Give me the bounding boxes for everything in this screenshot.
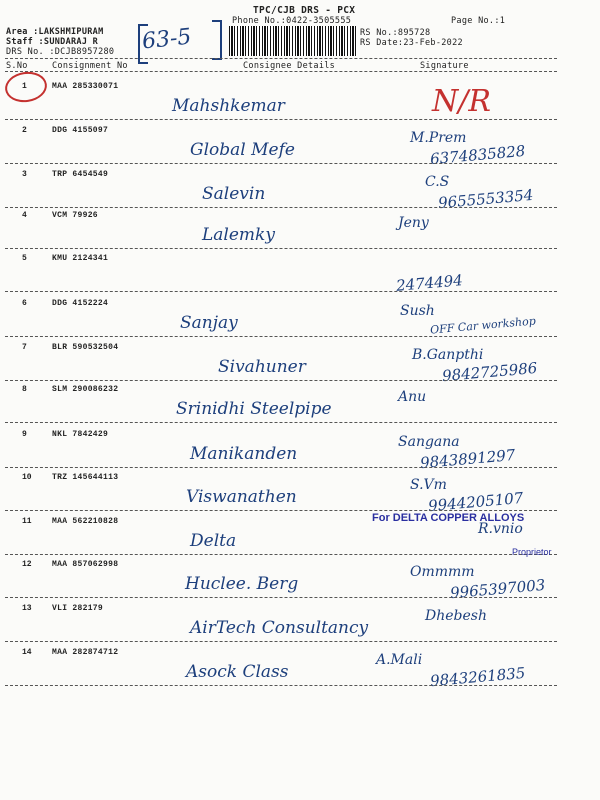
consignee-name: Global Mefe	[190, 140, 295, 160]
consignee-name: Salevin	[202, 184, 266, 204]
consignment-number: MAA 285330071	[52, 82, 119, 91]
company-stamp: For DELTA COPPER ALLOYS	[372, 512, 525, 524]
recipient-signature: Dhebesh	[425, 608, 487, 624]
row-divider	[5, 380, 557, 381]
row-divider	[5, 207, 557, 208]
phone-number: Phone No.:0422-3505555	[232, 16, 352, 26]
recipient-phone: OFF Car workshop	[429, 314, 537, 337]
col-consignment: Consignment No	[52, 61, 128, 71]
consignee-name: Asock Class	[186, 662, 289, 682]
recipient-phone: 9944205107	[427, 488, 525, 516]
consignee-name: Sivahuner	[218, 357, 306, 377]
row-divider	[5, 510, 557, 511]
consignment-number: SLM 290086232	[52, 385, 119, 394]
recipient-signature: C.S	[425, 174, 450, 190]
recipient-signature: R.vnio	[478, 521, 523, 537]
header-divider-bottom	[5, 71, 557, 72]
row-number: 3	[22, 170, 27, 179]
recipient-signature: A.Mali	[376, 652, 423, 668]
row-number: 10	[22, 473, 32, 482]
count-bracket-right	[212, 20, 222, 60]
recipient-signature: Sangana	[398, 434, 460, 450]
recipient-phone: 9655553354	[437, 185, 535, 213]
area-label: Area :LAKSHMIPURAM	[6, 27, 104, 37]
consignment-number: NKL 7842429	[52, 430, 109, 439]
recipient-signature: Ommmm	[410, 564, 475, 580]
row-divider	[5, 554, 557, 555]
row-divider	[5, 597, 557, 598]
consignment-number: DDG 4152224	[52, 299, 109, 308]
row-number: 12	[22, 560, 32, 569]
row-number: 7	[22, 343, 27, 352]
consignee-name: Srinidhi Steelpipe	[176, 399, 332, 419]
rs-number: RS No.:895728	[360, 28, 431, 38]
recipient-signature: Anu	[398, 389, 427, 405]
consignment-number: MAA 282874712	[52, 648, 119, 657]
consignment-number: MAA 562210828	[52, 517, 119, 526]
row-divider	[5, 641, 557, 642]
row-divider	[5, 336, 557, 337]
consignment-number: VCM 79926	[52, 211, 98, 220]
recipient-signature: S.Vm	[410, 477, 447, 493]
consignee-name: AirTech Consultancy	[190, 618, 369, 638]
row-number: 8	[22, 385, 27, 394]
stamp-role: Proprietor	[512, 547, 552, 557]
consignment-number: BLR 590532504	[52, 343, 119, 352]
row-number: 9	[22, 430, 27, 439]
row-divider	[5, 248, 557, 249]
row-number: 14	[22, 648, 32, 657]
row-number: 13	[22, 604, 32, 613]
consignee-name: Huclee. Berg	[185, 574, 299, 594]
drs-number: DRS No. :DCJB8957280	[6, 47, 115, 57]
recipient-phone: 9842725986	[441, 358, 539, 386]
recipient-signature: M.Prem	[410, 130, 467, 146]
consignment-number: TRZ 145644113	[52, 473, 119, 482]
consignee-name: Manikanden	[190, 444, 298, 464]
consignment-number: KMU 2124341	[52, 254, 109, 263]
recipient-phone: 9965397003	[449, 575, 547, 603]
barcode	[229, 26, 357, 56]
consignment-number: DDG 4155097	[52, 126, 109, 135]
consignee-name: Viswanathen	[186, 487, 297, 507]
row-divider	[5, 685, 557, 686]
col-sno: S.No	[6, 61, 28, 71]
recipient-phone: 2474494	[395, 271, 464, 295]
row-divider	[5, 119, 557, 120]
consignee-name: Delta	[190, 531, 237, 551]
row-divider	[5, 422, 557, 423]
consignee-name: Sanjay	[180, 313, 238, 333]
consignee-name: Mahshkemar	[172, 96, 285, 116]
row-divider	[5, 467, 557, 468]
recipient-phone: 9843261835	[429, 663, 527, 691]
recipient-signature: Jeny	[398, 215, 429, 231]
consignment-number: VLI 282179	[52, 604, 104, 613]
consignment-number: TRP 6454549	[52, 170, 109, 179]
row-number: 6	[22, 299, 27, 308]
col-signature: Signature	[420, 61, 469, 71]
staff-label: Staff :SUNDARAJ R	[6, 37, 99, 47]
row-divider	[5, 291, 557, 292]
page-number: Page No.:1	[451, 16, 506, 26]
row-number: 4	[22, 211, 27, 220]
consignee-name: Lalemky	[202, 225, 275, 245]
drs-title: TPC/CJB DRS - PCX	[253, 5, 356, 16]
header-divider-top	[5, 58, 557, 59]
recipient-phone: 6374835828	[429, 141, 527, 169]
recipient-signature: B.Ganpthi	[412, 347, 484, 363]
handwritten-count: 63-5	[140, 24, 193, 55]
row-number: 5	[22, 254, 27, 263]
row-divider	[5, 163, 557, 164]
row-number: 1	[22, 82, 27, 91]
row-number: 2	[22, 126, 27, 135]
recipient-signature: N/R	[432, 84, 491, 119]
recipient-phone: 9843891297	[419, 445, 517, 473]
recipient-signature: Sush	[400, 303, 435, 319]
rs-date: RS Date:23-Feb-2022	[360, 38, 463, 48]
row-number: 11	[22, 517, 32, 526]
consignment-number: MAA 857062998	[52, 560, 119, 569]
col-consignee: Consignee Details	[243, 61, 336, 71]
